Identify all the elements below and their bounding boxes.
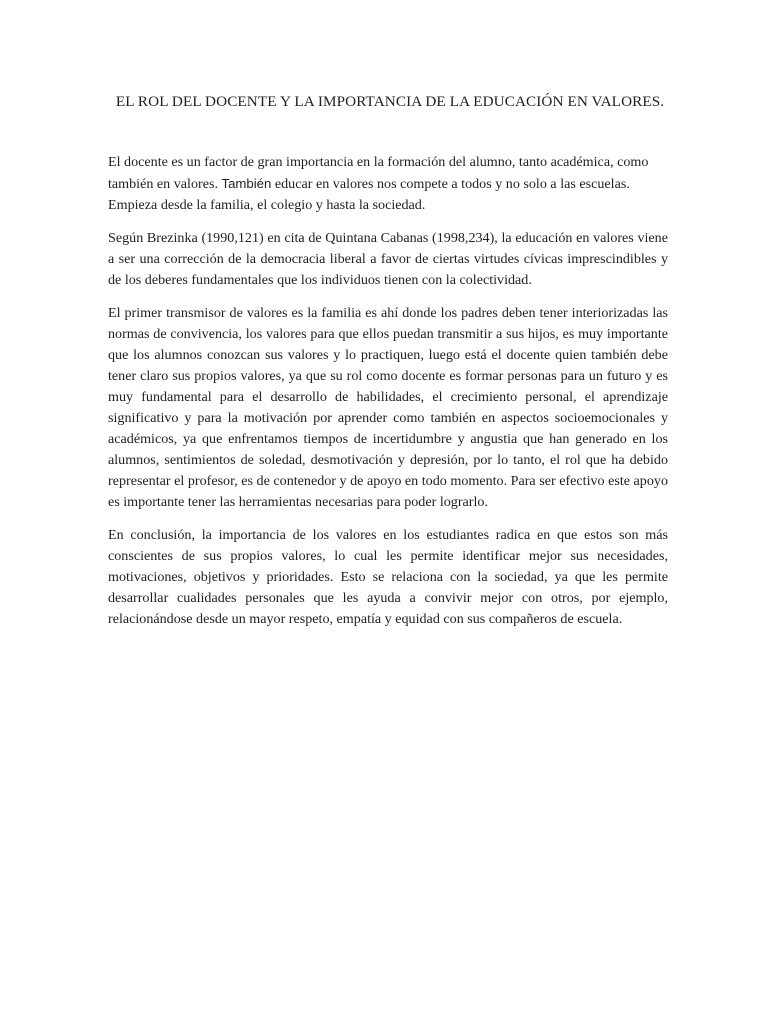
paragraph-1-emphasis: También	[221, 176, 272, 191]
document-body	[108, 152, 668, 630]
paragraph-1	[108, 152, 668, 216]
paragraph-2: Según Brezinka (1990,121) en cita de Quintana Cabanas (1998,234), la educación en valores viene a ser una corrección de la democracia liberal a favor de ciertas virtudes cívicas imprescindibles y de los deberes fundamentales que los individuos tienen con la colectividad.	[108, 230, 668, 288]
paragraph-1-text-after: educar en valores nos compete a todos y no solo a las escuelas. Empieza desde la familia, el colegio y hasta la sociedad.	[108, 176, 630, 213]
paragraph-1-text-before: El docente es un factor de gran importancia en la formación del alumno, tanto académica, como también en valores.	[108, 154, 649, 192]
document-title: EL ROL DEL DOCENTE Y LA IMPORTANCIA DE LA EDUCACIÓN EN VALORES.	[115, 93, 665, 110]
paragraph-4: En conclusión, la importancia de los valores en los estudiantes radica en que estos son más conscientes de sus propios valores, lo cual les permite identificar mejor sus necesidades, motivaciones, objetivos y prioridades. Esto se relaciona con la sociedad, ya que les permite desarrollar cualidades personales que les ayuda a convivir mejor con otros, por ejemplo, relacionándose desde un mayor respeto, empatía y equidad con sus compañeros de escuela.	[108, 527, 668, 627]
paragraph-3: El primer transmisor de valores es la familia es ahí donde los padres deben tener interiorizadas las normas de convivencia, los valores para que ellos puedan transmitir a sus hijos, es muy importante que los alumnos conozcan sus valores y lo practiquen, luego está el docente quien también debe tener claro sus propios valores, ya que su rol como docente es formar personas para un futuro y es muy fundamental para el desarrollo de habilidades, el crecimiento personal, el aprendizaje significativo y para la motivación por aprender como también en aspectos socioemocionales y académicos, ya que enfrentamos tiempos de incertidumbre y angustia que han generado en los alumnos, sentimientos de soledad, desmotivación y depresión, por lo tanto, el rol que ha debido representar el profesor, es de contenedor y de apoyo en todo momento. Para ser efectivo este apoyo es importante tener las herramientas necesarias para poder lograrlo.	[108, 305, 668, 510]
